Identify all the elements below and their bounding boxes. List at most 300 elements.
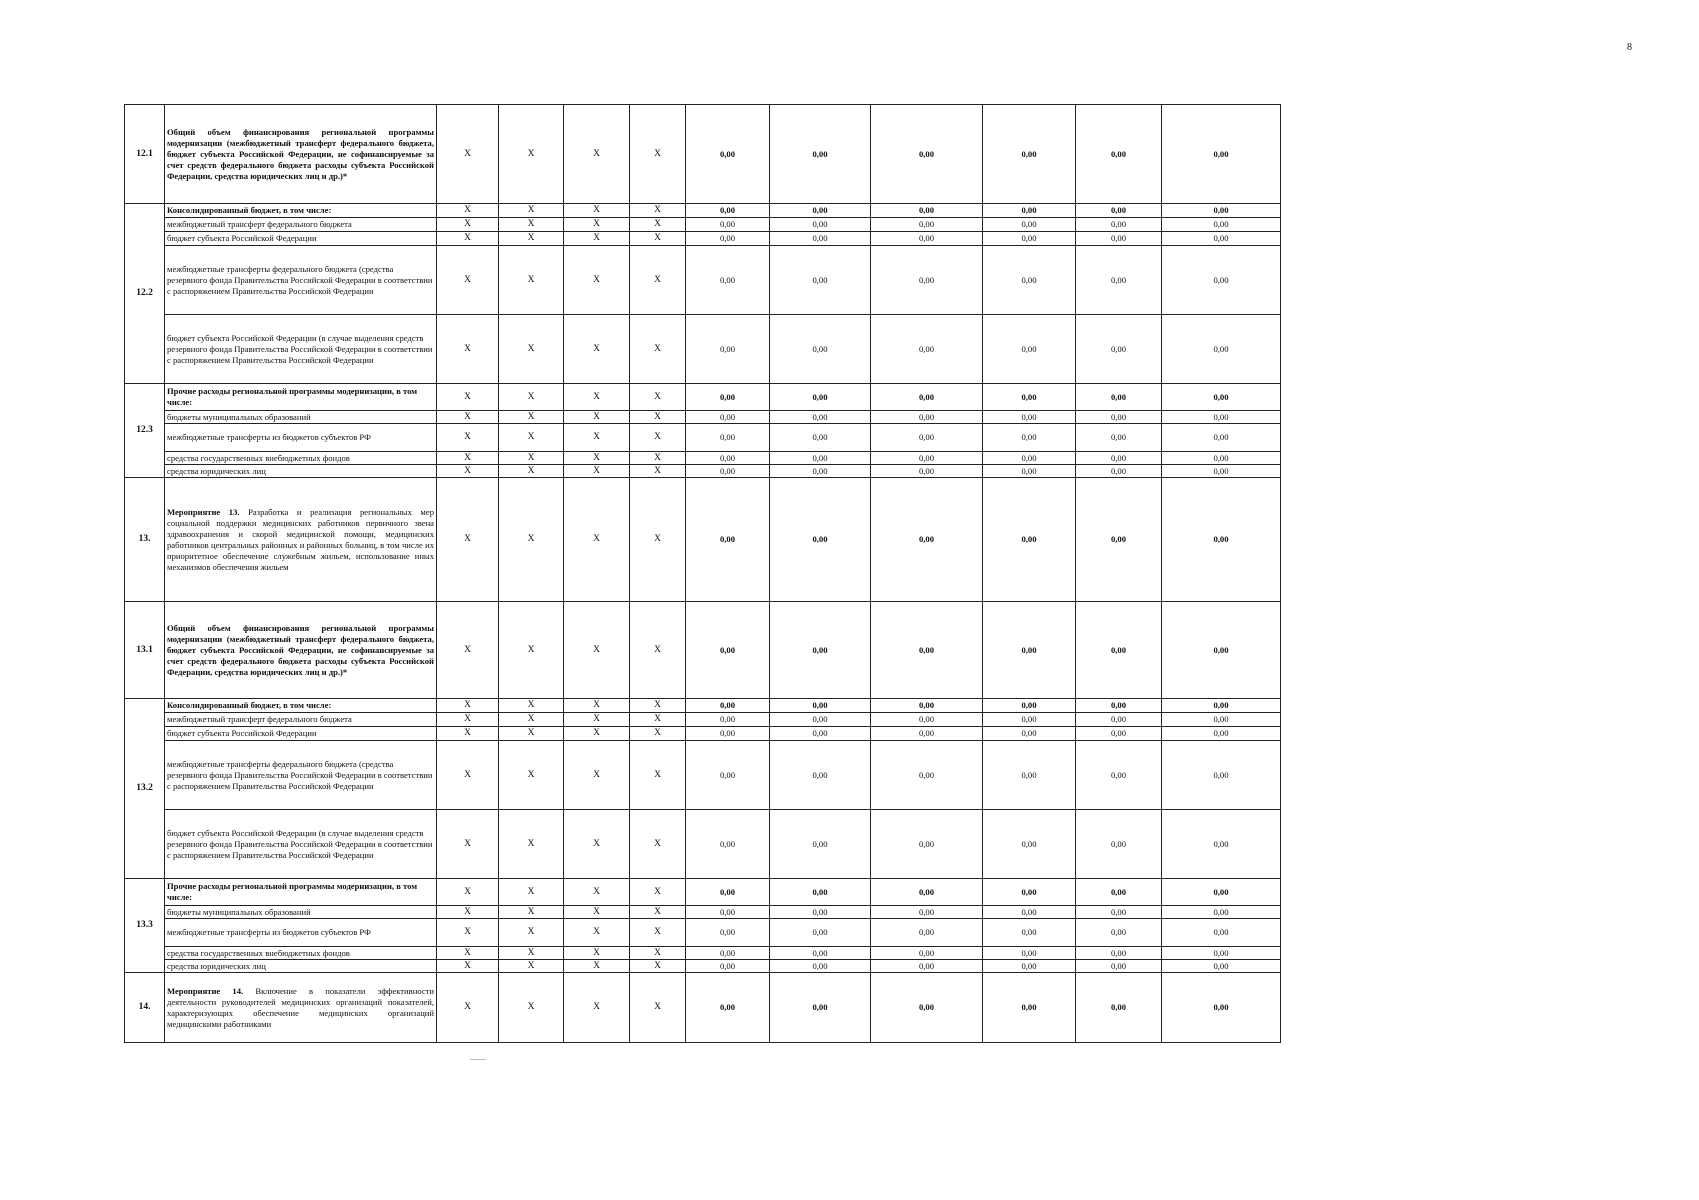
x-cell: X: [630, 465, 686, 478]
value-cell: 0,00: [871, 246, 983, 315]
value-cell: 0,00: [983, 741, 1076, 810]
row-number: 12.2: [125, 204, 165, 384]
measure-title: Мероприятие 14.: [167, 985, 244, 996]
value-cell: 0,00: [770, 906, 871, 919]
x-cell: X: [499, 204, 564, 218]
table-row: [125, 602, 1281, 699]
x-cell: X: [564, 727, 630, 741]
value-cell: 0,00: [1076, 947, 1162, 960]
x-cell: X: [564, 810, 630, 879]
value-cell: 0,00: [686, 424, 770, 452]
table-row: [125, 232, 1281, 246]
x-cell: X: [564, 713, 630, 727]
table-row: [125, 424, 1281, 452]
x-cell: X: [564, 452, 630, 465]
value-cell: 0,00: [983, 947, 1076, 960]
table-row: [125, 478, 1281, 602]
table-row: [125, 218, 1281, 232]
x-cell: X: [499, 384, 564, 411]
x-cell: X: [437, 960, 499, 973]
value-cell: 0,00: [770, 741, 871, 810]
value-cell: 0,00: [770, 810, 871, 879]
row-description: средства государственных внебюджетных фондов: [165, 452, 437, 465]
value-cell: 0,00: [686, 879, 770, 906]
value-cell: 0,00: [983, 713, 1076, 727]
x-cell: X: [564, 879, 630, 906]
row-description: межбюджетные трансферты из бюджетов субъектов РФ: [165, 424, 437, 452]
value-cell: 0,00: [871, 960, 983, 973]
x-cell: X: [630, 411, 686, 424]
value-cell: 0,00: [1162, 699, 1281, 713]
x-cell: X: [564, 906, 630, 919]
page-number: 8: [1627, 42, 1632, 53]
value-cell: 0,00: [983, 384, 1076, 411]
table-row: [125, 947, 1281, 960]
x-cell: X: [437, 411, 499, 424]
value-cell: 0,00: [1076, 973, 1162, 1043]
value-cell: 0,00: [1076, 246, 1162, 315]
value-cell: 0,00: [1076, 960, 1162, 973]
x-cell: X: [499, 602, 564, 699]
x-cell: X: [564, 411, 630, 424]
row-number: 13.: [125, 478, 165, 602]
x-cell: X: [437, 105, 499, 204]
row-description: межбюджетный трансферт федерального бюджета: [165, 713, 437, 727]
value-cell: 0,00: [1076, 232, 1162, 246]
value-cell: 0,00: [871, 204, 983, 218]
value-cell: 0,00: [770, 727, 871, 741]
value-cell: 0,00: [1162, 246, 1281, 315]
x-cell: X: [564, 218, 630, 232]
x-cell: X: [564, 246, 630, 315]
value-cell: 0,00: [1076, 384, 1162, 411]
value-cell: 0,00: [686, 478, 770, 602]
table-row: [125, 727, 1281, 741]
value-cell: 0,00: [1076, 452, 1162, 465]
x-cell: X: [499, 906, 564, 919]
x-cell: X: [630, 699, 686, 713]
value-cell: 0,00: [770, 713, 871, 727]
table-row: [125, 246, 1281, 315]
value-cell: 0,00: [1162, 232, 1281, 246]
x-cell: X: [437, 879, 499, 906]
row-description: Общий объем финансирования региональной программы модернизации (межбюджетный трансферт федерального бюджета, бюджет субъекта Российской Федерации, не софинансируемые за счет средств федерального бюджета расходы субъекта Российской Федерации, средства юридических лиц и др.)*: [165, 105, 437, 204]
table-row: [125, 105, 1281, 204]
row-description: Консолидированный бюджет, в том числе:: [165, 699, 437, 713]
x-cell: X: [630, 973, 686, 1043]
value-cell: 0,00: [686, 452, 770, 465]
x-cell: X: [564, 424, 630, 452]
value-cell: 0,00: [1162, 315, 1281, 384]
x-cell: X: [630, 919, 686, 947]
x-cell: X: [437, 465, 499, 478]
x-cell: X: [499, 741, 564, 810]
x-cell: X: [437, 232, 499, 246]
value-cell: 0,00: [871, 384, 983, 411]
value-cell: 0,00: [1162, 411, 1281, 424]
row-description: Прочие расходы региональной программы модернизации, в том числе:: [165, 384, 437, 411]
x-cell: X: [630, 947, 686, 960]
value-cell: 0,00: [686, 713, 770, 727]
value-cell: 0,00: [1162, 465, 1281, 478]
row-description: Прочие расходы региональной программы модернизации, в том числе:: [165, 879, 437, 906]
measure-title: Мероприятие 13.: [167, 506, 240, 517]
row-description: [165, 478, 437, 602]
value-cell: 0,00: [1076, 315, 1162, 384]
x-cell: X: [499, 246, 564, 315]
value-cell: 0,00: [770, 960, 871, 973]
x-cell: X: [499, 699, 564, 713]
table-row: [125, 919, 1281, 947]
value-cell: 0,00: [1162, 602, 1281, 699]
x-cell: X: [564, 478, 630, 602]
value-cell: 0,00: [983, 960, 1076, 973]
value-cell: 0,00: [770, 947, 871, 960]
row-description: бюджет субъекта Российской Федерации (в случае выделения средств резервного фонда Правительства Российской Федерации в соответствии с распоряжением Правительства Российской Федерации: [165, 810, 437, 879]
x-cell: X: [564, 973, 630, 1043]
row-number: 12.3: [125, 384, 165, 478]
x-cell: X: [564, 384, 630, 411]
row-number: 13.3: [125, 879, 165, 973]
x-cell: X: [564, 232, 630, 246]
x-cell: X: [564, 315, 630, 384]
x-cell: X: [630, 384, 686, 411]
value-cell: 0,00: [1076, 105, 1162, 204]
x-cell: X: [630, 478, 686, 602]
x-cell: X: [437, 478, 499, 602]
x-cell: X: [630, 602, 686, 699]
value-cell: 0,00: [770, 602, 871, 699]
x-cell: X: [630, 810, 686, 879]
x-cell: X: [437, 452, 499, 465]
value-cell: 0,00: [871, 973, 983, 1043]
x-cell: X: [437, 919, 499, 947]
value-cell: 0,00: [983, 411, 1076, 424]
x-cell: X: [564, 960, 630, 973]
value-cell: 0,00: [1076, 810, 1162, 879]
x-cell: X: [630, 960, 686, 973]
value-cell: 0,00: [871, 741, 983, 810]
x-cell: X: [499, 232, 564, 246]
row-description: бюджет субъекта Российской Федерации: [165, 727, 437, 741]
financing-table-container: [124, 104, 1281, 1043]
value-cell: 0,00: [686, 973, 770, 1043]
value-cell: 0,00: [871, 810, 983, 879]
x-cell: X: [437, 741, 499, 810]
table-row: [125, 713, 1281, 727]
value-cell: 0,00: [983, 105, 1076, 204]
x-cell: X: [630, 315, 686, 384]
value-cell: 0,00: [983, 906, 1076, 919]
x-cell: X: [630, 424, 686, 452]
row-description: [165, 973, 437, 1043]
value-cell: 0,00: [770, 384, 871, 411]
table-row: [125, 315, 1281, 384]
value-cell: 0,00: [1076, 411, 1162, 424]
x-cell: X: [437, 384, 499, 411]
value-cell: 0,00: [686, 699, 770, 713]
value-cell: 0,00: [686, 105, 770, 204]
value-cell: 0,00: [871, 713, 983, 727]
value-cell: 0,00: [686, 384, 770, 411]
value-cell: 0,00: [871, 218, 983, 232]
value-cell: 0,00: [871, 424, 983, 452]
table-row: [125, 906, 1281, 919]
value-cell: 0,00: [871, 452, 983, 465]
value-cell: 0,00: [770, 315, 871, 384]
x-cell: X: [564, 204, 630, 218]
x-cell: X: [499, 105, 564, 204]
value-cell: 0,00: [1076, 218, 1162, 232]
value-cell: 0,00: [1162, 919, 1281, 947]
value-cell: 0,00: [770, 879, 871, 906]
value-cell: 0,00: [770, 105, 871, 204]
value-cell: 0,00: [1162, 960, 1281, 973]
x-cell: X: [564, 602, 630, 699]
value-cell: 0,00: [1076, 906, 1162, 919]
value-cell: 0,00: [1076, 919, 1162, 947]
value-cell: 0,00: [1076, 424, 1162, 452]
value-cell: 0,00: [871, 105, 983, 204]
x-cell: X: [499, 879, 564, 906]
value-cell: 0,00: [983, 727, 1076, 741]
x-cell: X: [499, 465, 564, 478]
value-cell: 0,00: [770, 919, 871, 947]
x-cell: X: [499, 452, 564, 465]
value-cell: 0,00: [1076, 699, 1162, 713]
row-number: 13.1: [125, 602, 165, 699]
value-cell: 0,00: [1162, 727, 1281, 741]
x-cell: X: [499, 713, 564, 727]
value-cell: 0,00: [686, 204, 770, 218]
x-cell: X: [437, 727, 499, 741]
value-cell: 0,00: [983, 246, 1076, 315]
row-description: Общий объем финансирования региональной программы модернизации (межбюджетный трансферт федерального бюджета, бюджет субъекта Российской Федерации, не софинансируемые за счет средств федерального бюджета расходы субъекта Российской Федерации, средства юридических лиц и др.)*: [165, 602, 437, 699]
value-cell: 0,00: [1076, 204, 1162, 218]
x-cell: X: [437, 602, 499, 699]
value-cell: 0,00: [770, 699, 871, 713]
value-cell: 0,00: [1162, 973, 1281, 1043]
x-cell: X: [437, 973, 499, 1043]
value-cell: 0,00: [1162, 741, 1281, 810]
table-row: [125, 465, 1281, 478]
x-cell: X: [630, 452, 686, 465]
x-cell: X: [564, 919, 630, 947]
table-row: [125, 879, 1281, 906]
value-cell: 0,00: [1076, 741, 1162, 810]
value-cell: 0,00: [686, 246, 770, 315]
x-cell: X: [630, 246, 686, 315]
value-cell: 0,00: [770, 478, 871, 602]
x-cell: X: [437, 204, 499, 218]
value-cell: 0,00: [1162, 810, 1281, 879]
row-description: Консолидированный бюджет, в том числе:: [165, 204, 437, 218]
row-description: средства юридических лиц: [165, 960, 437, 973]
value-cell: 0,00: [770, 218, 871, 232]
value-cell: 0,00: [1162, 906, 1281, 919]
x-cell: X: [499, 973, 564, 1043]
value-cell: 0,00: [1162, 879, 1281, 906]
row-description: межбюджетный трансферт федерального бюджета: [165, 218, 437, 232]
value-cell: 0,00: [983, 602, 1076, 699]
value-cell: 0,00: [1076, 602, 1162, 699]
value-cell: 0,00: [1076, 478, 1162, 602]
x-cell: X: [499, 424, 564, 452]
x-cell: X: [630, 218, 686, 232]
value-cell: 0,00: [770, 424, 871, 452]
value-cell: 0,00: [686, 232, 770, 246]
value-cell: 0,00: [871, 478, 983, 602]
x-cell: X: [437, 424, 499, 452]
row-description: бюджеты муниципальных образований: [165, 411, 437, 424]
x-cell: X: [499, 919, 564, 947]
value-cell: 0,00: [1162, 204, 1281, 218]
measure-text: Разработка и реализация региональных мер социальной поддержки медицинских работников первичного звена здравоохранения и скорой медицинской помощи, медицинских работников центральных районных и районных больниц, в том числе их приоритетное обеспечение служебным жильем, использование иных механизмов обеспечения жильем: [167, 506, 434, 572]
x-cell: X: [437, 713, 499, 727]
row-number: 13.2: [125, 699, 165, 879]
table-body: [125, 105, 1281, 1043]
x-cell: X: [630, 713, 686, 727]
value-cell: 0,00: [871, 906, 983, 919]
x-cell: X: [630, 204, 686, 218]
x-cell: X: [437, 810, 499, 879]
row-number: 14.: [125, 973, 165, 1043]
x-cell: X: [499, 315, 564, 384]
table-row: [125, 973, 1281, 1043]
value-cell: 0,00: [770, 411, 871, 424]
value-cell: 0,00: [871, 727, 983, 741]
value-cell: 0,00: [1162, 713, 1281, 727]
x-cell: X: [630, 232, 686, 246]
value-cell: 0,00: [1162, 218, 1281, 232]
x-cell: X: [564, 465, 630, 478]
x-cell: X: [630, 906, 686, 919]
value-cell: 0,00: [686, 465, 770, 478]
value-cell: 0,00: [1162, 452, 1281, 465]
value-cell: 0,00: [1076, 713, 1162, 727]
financing-table: [124, 104, 1281, 1043]
value-cell: 0,00: [686, 741, 770, 810]
value-cell: 0,00: [871, 919, 983, 947]
value-cell: 0,00: [871, 602, 983, 699]
value-cell: 0,00: [983, 478, 1076, 602]
value-cell: 0,00: [686, 602, 770, 699]
value-cell: 0,00: [1076, 727, 1162, 741]
x-cell: X: [499, 218, 564, 232]
value-cell: 0,00: [686, 218, 770, 232]
x-cell: X: [499, 960, 564, 973]
x-cell: X: [499, 810, 564, 879]
value-cell: 0,00: [983, 973, 1076, 1043]
x-cell: X: [499, 411, 564, 424]
row-number: 12.1: [125, 105, 165, 204]
value-cell: 0,00: [770, 204, 871, 218]
value-cell: 0,00: [983, 315, 1076, 384]
x-cell: X: [630, 741, 686, 810]
value-cell: 0,00: [983, 232, 1076, 246]
value-cell: 0,00: [770, 452, 871, 465]
value-cell: 0,00: [983, 452, 1076, 465]
value-cell: 0,00: [1162, 105, 1281, 204]
value-cell: 0,00: [983, 810, 1076, 879]
row-description: межбюджетные трансферты федерального бюджета (средства резервного фонда Правительства Российской Федерации в соответствии с распоряжением Правительства Российской Федерации: [165, 741, 437, 810]
x-cell: X: [564, 699, 630, 713]
value-cell: 0,00: [1162, 384, 1281, 411]
scan-mark: [470, 1059, 486, 1060]
table-row: [125, 699, 1281, 713]
x-cell: X: [437, 218, 499, 232]
value-cell: 0,00: [871, 465, 983, 478]
measure-text: Включение в показатели эффективности деятельности руководителей медицинских организаций показателей, характеризующих обеспечение медицинских организаций медицинскими работниками: [167, 985, 434, 1029]
x-cell: X: [630, 879, 686, 906]
row-description: межбюджетные трансферты из бюджетов субъектов РФ: [165, 919, 437, 947]
value-cell: 0,00: [770, 465, 871, 478]
x-cell: X: [499, 947, 564, 960]
value-cell: 0,00: [686, 960, 770, 973]
value-cell: 0,00: [871, 315, 983, 384]
value-cell: 0,00: [871, 411, 983, 424]
x-cell: X: [499, 478, 564, 602]
value-cell: 0,00: [686, 411, 770, 424]
value-cell: 0,00: [1076, 879, 1162, 906]
value-cell: 0,00: [686, 727, 770, 741]
value-cell: 0,00: [983, 218, 1076, 232]
value-cell: 0,00: [1162, 478, 1281, 602]
value-cell: 0,00: [686, 810, 770, 879]
x-cell: X: [437, 947, 499, 960]
row-description: бюджеты муниципальных образований: [165, 906, 437, 919]
table-row: [125, 810, 1281, 879]
value-cell: 0,00: [686, 947, 770, 960]
value-cell: 0,00: [871, 879, 983, 906]
x-cell: X: [437, 315, 499, 384]
value-cell: 0,00: [770, 246, 871, 315]
x-cell: X: [437, 906, 499, 919]
value-cell: 0,00: [1162, 424, 1281, 452]
value-cell: 0,00: [686, 919, 770, 947]
value-cell: 0,00: [983, 699, 1076, 713]
value-cell: 0,00: [983, 204, 1076, 218]
table-row: [125, 204, 1281, 218]
value-cell: 0,00: [871, 232, 983, 246]
row-description: межбюджетные трансферты федерального бюджета (средства резервного фонда Правительства Российской Федерации в соответствии с распоряжением Правительства Российской Федерации: [165, 246, 437, 315]
row-description: средства юридических лиц: [165, 465, 437, 478]
x-cell: X: [564, 741, 630, 810]
x-cell: X: [630, 105, 686, 204]
table-row: [125, 411, 1281, 424]
value-cell: 0,00: [686, 906, 770, 919]
value-cell: 0,00: [770, 232, 871, 246]
value-cell: 0,00: [871, 699, 983, 713]
value-cell: 0,00: [983, 424, 1076, 452]
row-description: бюджет субъекта Российской Федерации: [165, 232, 437, 246]
value-cell: 0,00: [686, 315, 770, 384]
row-description: средства государственных внебюджетных фондов: [165, 947, 437, 960]
x-cell: X: [499, 727, 564, 741]
x-cell: X: [564, 947, 630, 960]
value-cell: 0,00: [983, 879, 1076, 906]
value-cell: 0,00: [983, 465, 1076, 478]
table-row: [125, 452, 1281, 465]
x-cell: X: [437, 246, 499, 315]
row-description: бюджет субъекта Российской Федерации (в случае выделения средств резервного фонда Правительства Российской Федерации в соответствии с распоряжением Правительства Российской Федерации: [165, 315, 437, 384]
x-cell: X: [630, 727, 686, 741]
x-cell: X: [564, 105, 630, 204]
x-cell: X: [437, 699, 499, 713]
value-cell: 0,00: [1162, 947, 1281, 960]
value-cell: 0,00: [983, 919, 1076, 947]
value-cell: 0,00: [1076, 465, 1162, 478]
